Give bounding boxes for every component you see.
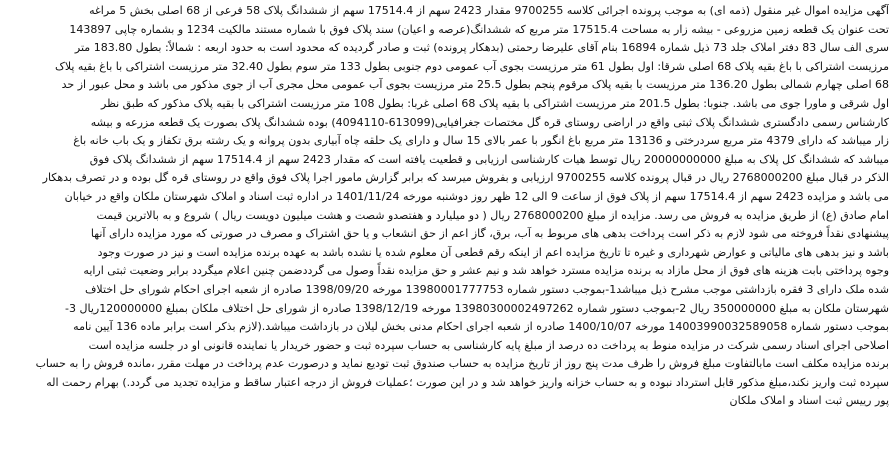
notice-line: 68 اصلی چهارم شمالی بطول 136.20 متر مرزیست با بقیه پلاک مرقوم پنجم بطول 25.5 متر مرزیست بجوی آب عمومی محل مجری آب از جوی مذکور می باشد و محل عبور از حد — [61, 78, 889, 92]
notice-line: پور رییس ثبت اسناد و املاک ملکان — [729, 394, 889, 408]
notice-line: اول شرقی و ماورا جوی می باشد. جنوبا: بطول 201.5 متر مرزیست اشتراکی با بقیه پلاک 68 اصلی غربا: بطول 108 متر مرزیست اشتراکی با بقیه پلاک مذکور که طبق نظر — [101, 96, 889, 110]
notice-line: برنده مزایده مکلف است مابالتفاوت مبلغ فروش را ظرف مدت پنج روز از تاریخ مزایده به حساب صندوق ثبت تودیع نماید و درصورت عدم پرداخت در مهلت مقرر ،مانده فروش را به حساب — [35, 357, 889, 371]
notice-line: میباشد که ششدانگ کل پلاک به مبلغ 20000000000 ریال توسط هیات کارشناسی ارزیابی و قطعیت یافته است که مقدار 2423 سهم از 17514.4 سهم از ششدانگ پلاک فوق — [89, 152, 889, 166]
notice-line: تحت عنوان یک قطعه زمین مزروعی - بیشه زار به مساحت 17515.4 متر مربع که ششدانگ(عرصه و اعیان) سند پلاک فوق با شماره مستند مالکیت 1234 و بشماره چاپی 143897 — [69, 22, 889, 36]
notice-line: امام صادق (ع) از طریق مزایده به فروش می رسد. مزایده از مبلغ 2768000200 ریال ( دو میلیارد و هفتصدو شصت و هشت میلیون دویست ریال ) شروع و به بالاترین قیمت — [96, 208, 889, 222]
notice-line: الذکر در قبال مبلغ 2768000200 ریال در قبال پرونده کلاسه 9700255 ارزیابی و بفروش میرسد که برابر گزارش مامور اجرا پلاک فوق واقع در روستای قره گل بوده و در تصرف بدهکار — [42, 171, 889, 185]
notice-line: باشد و نیز بدهی های مالیاتی و عوارض شهرداری و غیره تا تاریخ مزایده اعم از اینکه رقم قطعی آن معلوم شده یا نشده باشد به عهده برنده مزایده است و نیز در صورت وجود — [97, 245, 889, 259]
notice-line: مرزیست اشتراکی با باغ بقیه پلاک 68 اصلی شرقا: اول بطول 61 متر مرزیست بجوی آب عمومی دوم جنوبی بطول 133 متر سوم بطول 32.40 متر مرزیست اشتراکی با باغ بقیه پلاک — [54, 59, 889, 73]
notice-line: آگهی مزایده اموال غیر منقول (ذمه ای) به موجب پرونده اجرائی کلاسه 9700255 مقدار 2423 سهم از 17514.4 سهم از ششدانگ پلاک 58 فرعی از 68 اصلی بخش 5 مراغه — [89, 4, 889, 17]
notice-line: می باشد و مزایده 2423 سهم از 17514.4 سهم از پلاک فوق از ساعت 9 الی 12 ظهر روز دوشنبه مورخه 1401/11/24 در اداره ثبت اسناد و املاک شهرستان ملکان واقع در خیابان — [64, 189, 889, 203]
notice-line: وجوه پرداختی بابت هزینه های فوق از محل مازاد به برنده مزایده مسترد خواهد شد و نیم عشر و حق مزایده نقداً وصول می گرددضمن چنین اعلام میگردد برابر وضعیت ثبتی ارایه — [83, 264, 889, 278]
notice-line: کارشناس رسمی دادگستری ششدانگ پلاک ثبتی واقع در اراضی روستای قره گل مختصات جغرافیایی(613099-4094110) بوده ششدانگ پلاک بصورت یک قطعه مزرعه و بیشه — [90, 115, 889, 129]
notice-line: شده ملک دارای 3 فقره بازداشتی موجب مشرح ذیل میباشد1-بموجب دستور شماره 13980001777753 مورخه 1398/09/20 صادره از شعبه اجرای احکام شورای حل اختلاف — [85, 282, 889, 296]
notice-line: سری الف سال 83 دفتر املاک جلد 73 ذیل شماره 16894 بنام آقای علیرضا رحمتی (بدهکار پرونده) ثبت و صادر گردیده که محدود است به حدود اربعه : شمالاً: بطول 183.80 متر — [74, 41, 889, 55]
notice-line: شهرستان ملکان به مبلغ 350000000 ریال 2-بموجب دستور شماره 13980300002497262 مورخه 1398/12/19 صادره از شورای حل اختلاف ملکان بمبلغ 120000000ریال 3- — [65, 301, 889, 315]
notice-line: پیشنهادی نقداً فروخته می شود لازم به ذکر است پرداخت بدهی های مربوط به آب، برق، گاز اعم از حق انشعاب و یا حق اشتراک و مصرف در صورتی که مورد مزایده دارای آنها — [90, 227, 889, 241]
notice-line: سپرده ثبت واریز نکند،مبلغ مذکور قابل استرداد نبوده و به حساب خزانه واریز خواهد شد و در این صورت ؛عملیات فروش از درجه اعتبار ساقط و مزایده تجدید می گردد.) بهرام رحمت اله — [46, 375, 889, 389]
notice-line: اصلاحی اجرای اسناد رسمی شرکت در مزایده منوط به پرداخت ده درصد از مبلغ پایه کارشناسی به حساب سپرده ثبت و حضور خریدار یا نماینده قانونی او در جلسه مزایده است — [88, 338, 889, 352]
notice-line: بموجب دستور شماره 14003990032589058 مورخه 1400/10/07 صادره از شعبه اجرای احکام مدنی بخش لیلان در بازداشت میباشد.(لازم بذکر است برابر ماده 136 آیین نامه — [73, 320, 889, 334]
notice-line: زار میباشد که دارای 4379 متر مربع سردرختی و 13136 متر مربع باغ انگور با عمر بالای 15 سال و دارای یک حلقه چاه آبیاری بدون پروانه و یک رشته برق تکفاز و یک باب خانه باغ — [73, 134, 889, 148]
